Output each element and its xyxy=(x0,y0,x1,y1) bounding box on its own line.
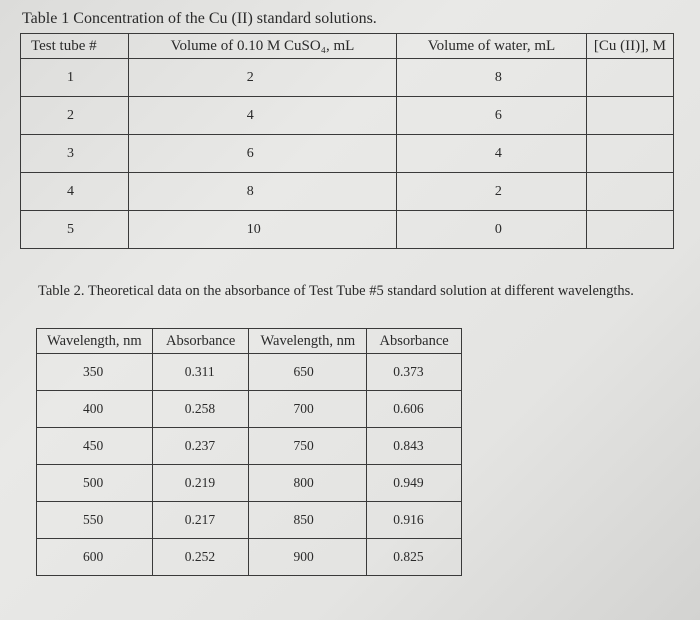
cell-test-tube: 1 xyxy=(21,59,129,97)
cell-wavelength: 750 xyxy=(249,428,367,465)
header-wavelength: Wavelength, nm xyxy=(37,329,153,354)
cell-absorbance: 0.252 xyxy=(152,539,249,576)
cell-absorbance: 0.219 xyxy=(152,465,249,502)
table-row xyxy=(37,465,462,502)
table-row xyxy=(21,211,674,249)
cell-wavelength: 800 xyxy=(249,465,367,502)
cell-wavelength: 650 xyxy=(249,354,367,391)
table2-caption: Table 2. Theoretical data on the absorbance of Test Tube #5 standard solution at different wavelengths. xyxy=(38,283,634,299)
table-row xyxy=(21,97,674,135)
table-row xyxy=(37,539,462,576)
cell-absorbance: 0.217 xyxy=(152,502,249,539)
cell-absorbance: 0.916 xyxy=(367,502,462,539)
cell-absorbance: 0.258 xyxy=(152,391,249,428)
cell-absorbance: 0.825 xyxy=(367,539,462,576)
cell-wavelength: 400 xyxy=(37,391,153,428)
cell-volume-cuso4: 4 xyxy=(128,97,396,135)
cell-wavelength: 700 xyxy=(249,391,367,428)
cell-volume-cuso4: 8 xyxy=(128,173,396,211)
header-volume-water: Volume of water, mL xyxy=(397,34,587,59)
cell-wavelength: 500 xyxy=(37,465,153,502)
cell-volume-cuso4: 6 xyxy=(128,135,396,173)
cell-cu-concentration xyxy=(586,97,673,135)
cell-volume-water: 8 xyxy=(397,59,587,97)
header-absorbance: Absorbance xyxy=(367,329,462,354)
cell-volume-water: 2 xyxy=(397,173,587,211)
cell-cu-concentration xyxy=(586,135,673,173)
cell-absorbance: 0.606 xyxy=(367,391,462,428)
cell-cu-concentration xyxy=(586,173,673,211)
cell-test-tube: 5 xyxy=(21,211,129,249)
cell-cu-concentration xyxy=(586,59,673,97)
cell-wavelength: 900 xyxy=(249,539,367,576)
cell-wavelength: 550 xyxy=(37,502,153,539)
cell-wavelength: 450 xyxy=(37,428,153,465)
table-row xyxy=(37,391,462,428)
table-row xyxy=(21,135,674,173)
table1-header-row xyxy=(21,34,674,59)
table-row xyxy=(21,173,674,211)
cell-test-tube: 4 xyxy=(21,173,129,211)
table-row xyxy=(37,354,462,391)
cell-absorbance: 0.949 xyxy=(367,465,462,502)
cell-wavelength: 600 xyxy=(37,539,153,576)
table-row xyxy=(37,502,462,539)
cell-test-tube: 2 xyxy=(21,97,129,135)
cell-test-tube: 3 xyxy=(21,135,129,173)
cell-wavelength: 350 xyxy=(37,354,153,391)
header-test-tube: Test tube # xyxy=(21,34,129,59)
absorbance-table xyxy=(36,328,462,576)
cell-volume-water: 4 xyxy=(397,135,587,173)
cell-absorbance: 0.843 xyxy=(367,428,462,465)
cu-standard-solutions-table xyxy=(20,33,674,249)
cell-volume-water: 6 xyxy=(397,97,587,135)
header-wavelength: Wavelength, nm xyxy=(249,329,367,354)
cell-volume-cuso4: 2 xyxy=(128,59,396,97)
header-volume-cuso4: Volume of 0.10 M CuSO₄, mL xyxy=(128,34,396,59)
header-cu-concentration: [Cu (II)], M xyxy=(586,34,673,59)
cell-wavelength: 850 xyxy=(249,502,367,539)
table-row xyxy=(37,428,462,465)
cell-absorbance: 0.237 xyxy=(152,428,249,465)
cell-volume-water: 0 xyxy=(397,211,587,249)
cell-cu-concentration xyxy=(586,211,673,249)
table-row xyxy=(21,59,674,97)
table1-title: Table 1 Concentration of the Cu (II) standard solutions. xyxy=(22,10,377,27)
cell-volume-cuso4: 10 xyxy=(128,211,396,249)
cell-absorbance: 0.373 xyxy=(367,354,462,391)
cell-absorbance: 0.311 xyxy=(152,354,249,391)
table2-header-row xyxy=(37,329,462,354)
header-absorbance: Absorbance xyxy=(152,329,249,354)
